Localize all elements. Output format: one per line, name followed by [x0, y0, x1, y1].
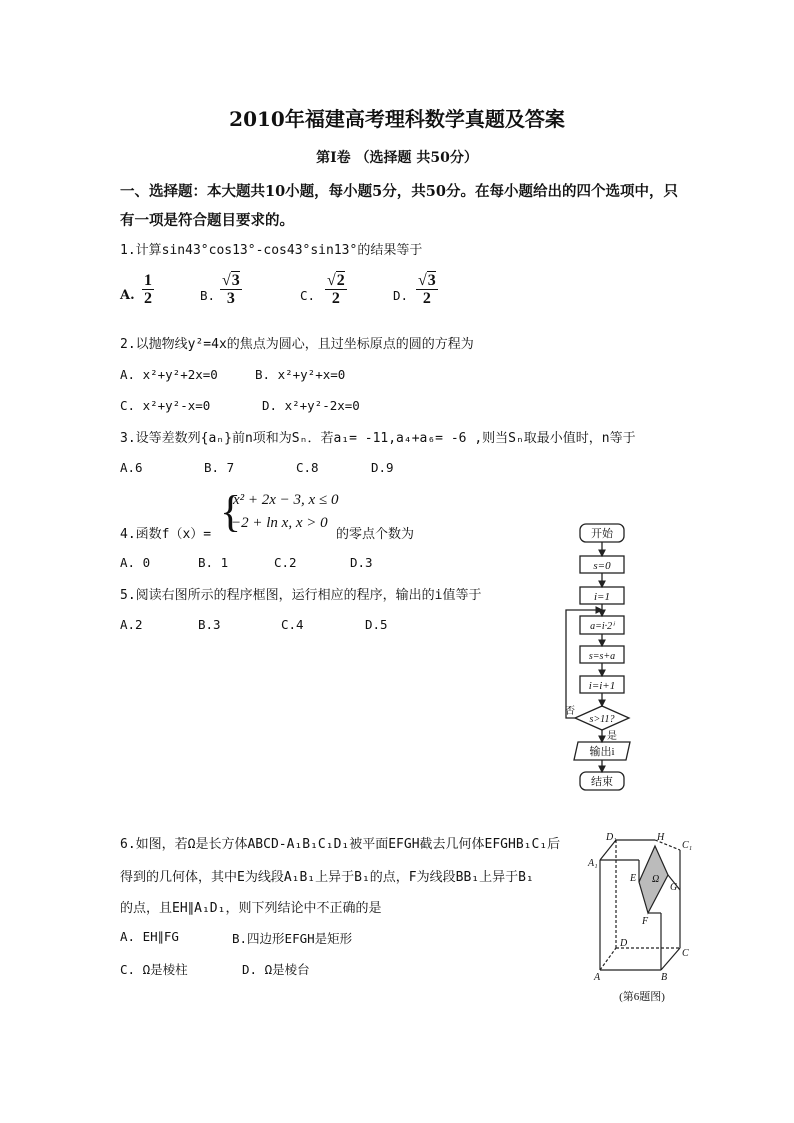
flow-i-text: i=i+1	[588, 680, 616, 692]
fig-label-h: H	[657, 832, 665, 843]
q6-option-a: A. EH∥FG	[120, 929, 179, 944]
q4-piece-1: x² + 2x − 3, x ≤ 0	[233, 492, 339, 508]
q1-a-label: A.	[120, 288, 135, 303]
q6-option-d: D. Ω是棱台	[242, 962, 310, 977]
q1-b-denominator: 3	[226, 290, 235, 307]
q1-c-numerator: √2	[327, 272, 345, 289]
section-instructions-line2: 有一项是符合题目要求的。	[120, 212, 294, 229]
q5-option-d: D.5	[365, 617, 388, 632]
figure6-cuboid	[586, 830, 698, 1006]
flow-s0-text: s=0	[593, 560, 611, 572]
flow-cond-text: s>11?	[589, 714, 615, 725]
q1-d-denominator: 2	[422, 290, 431, 307]
q6-option-b: B.四边形EFGH是矩形	[232, 931, 353, 946]
q1-d-numerator: √3	[418, 272, 436, 289]
q3-option-b: B. 7	[204, 460, 235, 475]
q1-c-fraction	[325, 272, 347, 307]
flow-no-label: 否	[565, 706, 575, 717]
q1-c-label: C.	[300, 288, 316, 303]
q2-option-d: D. x²+y²-2x=0	[262, 398, 360, 413]
q3-option-a: A.6	[120, 460, 143, 475]
q6-stem-line3: 的点，且EH∥A₁D₁，则下列结论中不正确的是	[120, 901, 382, 916]
q1-a-denominator: 2	[144, 290, 152, 307]
figure6-caption: (第6题图)	[619, 991, 665, 1003]
fig-label-c: C	[682, 948, 689, 959]
q3-option-c: C.8	[296, 460, 319, 475]
q4-suffix: 的零点个数为	[336, 527, 415, 542]
q1-stem: 1.计算sin43°cos13°-cos43°sin13°的结果等于	[120, 243, 423, 258]
fig-label-a1: A₁	[588, 858, 598, 869]
flow-output-text: 输出i	[589, 746, 615, 758]
q3-option-d: D.9	[371, 460, 394, 475]
q1-b-label: B.	[200, 288, 216, 303]
part-subtitle: 第Ⅰ卷 （选择题 共50分）	[316, 150, 478, 166]
page-title: 2010年福建高考理科数学真题及答案	[229, 107, 565, 131]
q2-option-c: C. x²+y²-x=0	[120, 398, 211, 413]
q1-a-fraction	[142, 272, 154, 307]
q5-option-b: B.3	[198, 617, 221, 632]
fig-label-a: A	[594, 972, 601, 983]
q4-prefix: 4.函数f（x）=	[120, 527, 212, 542]
q4-piece-2: −2 + ln x, x > 0	[231, 515, 328, 531]
q1-b-numerator: √3	[222, 272, 240, 289]
fig-label-g: G	[670, 882, 678, 893]
q1-c-denominator: 2	[331, 290, 340, 307]
fig-label-omega: Ω	[652, 874, 660, 885]
fig-label-e: E	[630, 873, 637, 884]
q6-option-c: C. Ω是棱柱	[120, 962, 188, 977]
q1-b-fraction	[220, 272, 242, 307]
q4-option-a: A. 0	[120, 555, 151, 570]
q2-option-b: B. x²+y²+x=0	[255, 367, 346, 382]
fig-label-c1: C₁	[682, 840, 693, 851]
q1-d-label: D.	[393, 288, 409, 303]
flow-i1-text: i=1	[594, 591, 610, 603]
q2-option-a: A. x²+y²+2x=0	[120, 367, 218, 382]
piecewise-brace: {	[220, 487, 242, 536]
flow-a-text: a=i·2ⁱ	[590, 621, 614, 632]
q1-a-numerator: 1	[144, 272, 152, 289]
q5-option-a: A.2	[120, 617, 143, 632]
q2-stem: 2.以抛物线y²=4x的焦点为圆心，且过坐标原点的圆的方程为	[120, 337, 474, 352]
q3-stem: 3.设等差数列{aₙ}前n项和为Sₙ．若a₁= -11,a₄+a₆= -6 ,则当Sₙ取最小值时，n等于	[120, 431, 636, 446]
fig-label-d: D	[620, 938, 628, 949]
q6-stem-line2: 得到的几何体，其中E为线段A₁B₁上异于B₁的点，F为线段BB₁上异于B₁	[120, 870, 534, 885]
fig-label-f: F	[642, 916, 649, 927]
flow-s-text: s=s+a	[588, 651, 616, 662]
q4-option-b: B. 1	[198, 555, 229, 570]
q1-d-fraction	[416, 272, 438, 307]
fig-label-b: B	[661, 972, 668, 983]
q4-option-d: D.3	[350, 555, 373, 570]
flow-yes-label: 是	[607, 731, 617, 742]
q5-stem: 5.阅读右图所示的程序框图，运行相应的程序，输出的i值等于	[120, 588, 482, 603]
flow-start-text: 开始	[591, 528, 613, 540]
q4-option-c: C.2	[274, 555, 297, 570]
q5-option-c: C.4	[281, 617, 304, 632]
q6-stem-line1: 6.如图，若Ω是长方体ABCD-A₁B₁C₁D₁被平面EFGH截去几何体EFGHB₁C₁后	[120, 837, 561, 852]
flow-end-text: 结束	[591, 776, 613, 788]
fig-label-d1: D₁	[606, 832, 617, 843]
flowchart-figure	[556, 518, 652, 800]
section-instructions-line1: 一、选择题：本大题共10小题，每小题5分，共50分。在每小题给出的四个选项中，只	[120, 183, 678, 200]
